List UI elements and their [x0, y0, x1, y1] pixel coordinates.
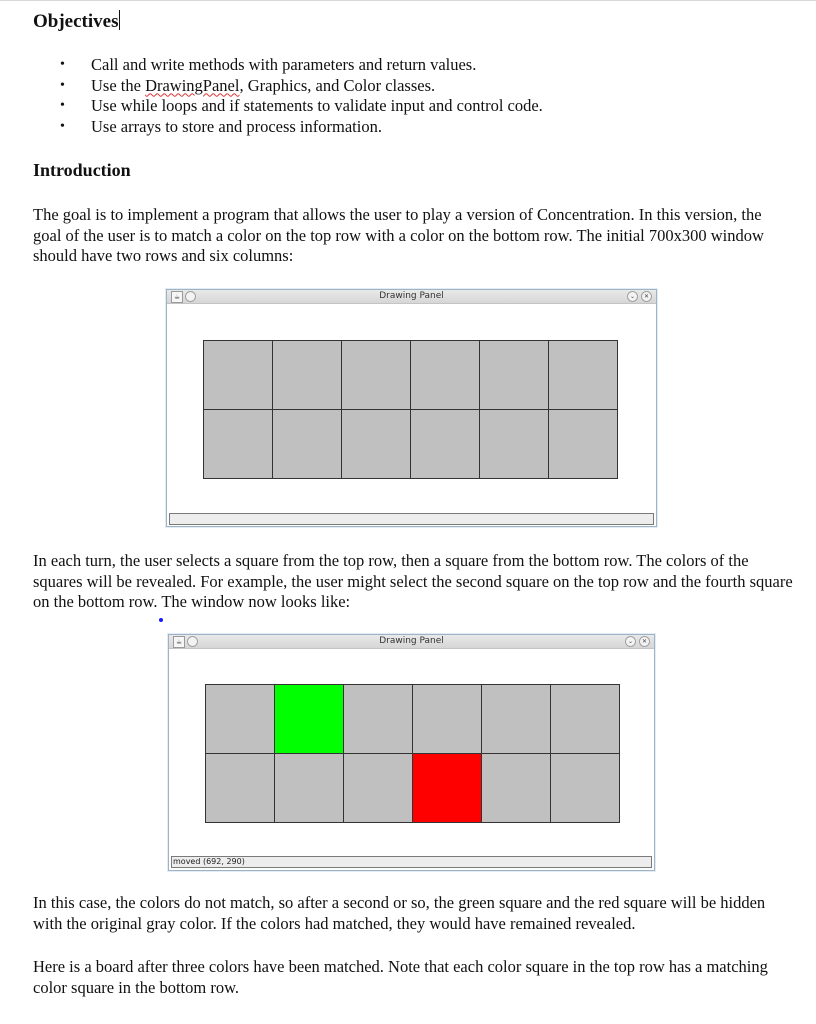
minimize-icon[interactable]: ⌄: [627, 291, 638, 302]
objectives-heading: Objectives: [33, 11, 119, 32]
text-cursor: [119, 10, 120, 30]
board-square[interactable]: [480, 341, 549, 410]
drawing-panel-window-2: [168, 634, 655, 871]
board-square[interactable]: [551, 685, 620, 754]
status-bar: moved (692, 290): [171, 856, 652, 868]
window-title: Drawing Panel: [379, 291, 444, 301]
board-square[interactable]: [551, 754, 620, 823]
board-square[interactable]: [549, 410, 618, 479]
board-square[interactable]: [413, 685, 482, 754]
title-bar: [167, 290, 656, 304]
board-square[interactable]: [275, 685, 344, 754]
board-square[interactable]: [411, 410, 480, 479]
board-square[interactable]: [549, 341, 618, 410]
close-icon[interactable]: ✕: [641, 291, 652, 302]
game-board: [205, 684, 620, 823]
bullet-icon: •: [60, 98, 65, 114]
intro-paragraph-3: In this case, the colors do not match, so after a second or so, the green square and the red square will be hidden with the original gray color. If the colors had matched, they would have remained revealed.: [33, 893, 766, 933]
list-item: • Use while loops and if statements to validate input and control code.: [60, 96, 543, 116]
game-board: [203, 340, 618, 479]
board-square[interactable]: [342, 341, 411, 410]
intro-paragraph-1: The goal is to implement a program that allows the user to play a version of Concentration. In this version, the goal of the user is to match a color on the top row with a color on the bottom row. The initial 700x300 window should have two rows and six columns:: [33, 205, 764, 266]
stray-dot: [159, 618, 163, 622]
top-divider: [0, 0, 816, 1]
board-square[interactable]: [344, 685, 413, 754]
intro-paragraph-4: Here is a board after three colors have been matched. Note that each color square in the top row has a matching color square in the bottom row.: [33, 957, 768, 997]
intro-paragraph-2: In each turn, the user selects a square from the top row, then a square from the bottom row. The colors of the squares will be revealed. For example, the user might select the second square on the top row and the fourth square on the bottom row. The window now looks like:: [33, 551, 793, 612]
board-square[interactable]: [411, 341, 480, 410]
board-square[interactable]: [342, 410, 411, 479]
spellcheck-flagged-word[interactable]: DrawingPanel: [145, 75, 240, 95]
board-square[interactable]: [482, 754, 551, 823]
bullet-icon: •: [60, 77, 65, 93]
list-item: • Use arrays to store and process information.: [60, 117, 382, 137]
list-item: • Call and write methods with parameters and return values.: [60, 55, 477, 74]
bullet-icon: •: [60, 119, 65, 135]
app-icon: ☕: [171, 291, 183, 303]
status-bar: [169, 513, 654, 525]
minimize-icon[interactable]: ⌄: [625, 636, 636, 647]
title-bar: [169, 635, 654, 649]
drawing-panel-window-1: [166, 289, 657, 527]
list-item: • Use the DrawingPanel, Graphics, and Color classes.: [60, 75, 436, 95]
board-square[interactable]: [204, 410, 273, 479]
window-title: Drawing Panel: [379, 636, 444, 646]
board-square[interactable]: [273, 410, 342, 479]
app-icon: ☕: [173, 636, 185, 648]
objectives-list: [60, 55, 543, 138]
board-square[interactable]: [204, 341, 273, 410]
board-square[interactable]: [413, 754, 482, 823]
board-square[interactable]: [344, 754, 413, 823]
board-square[interactable]: [480, 410, 549, 479]
introduction-heading: Introduction: [33, 160, 131, 180]
board-square[interactable]: [275, 754, 344, 823]
board-square[interactable]: [482, 685, 551, 754]
close-icon[interactable]: ✕: [639, 636, 650, 647]
board-square[interactable]: [273, 341, 342, 410]
board-square[interactable]: [206, 754, 275, 823]
board-square[interactable]: [206, 685, 275, 754]
bullet-icon: •: [60, 57, 65, 72]
